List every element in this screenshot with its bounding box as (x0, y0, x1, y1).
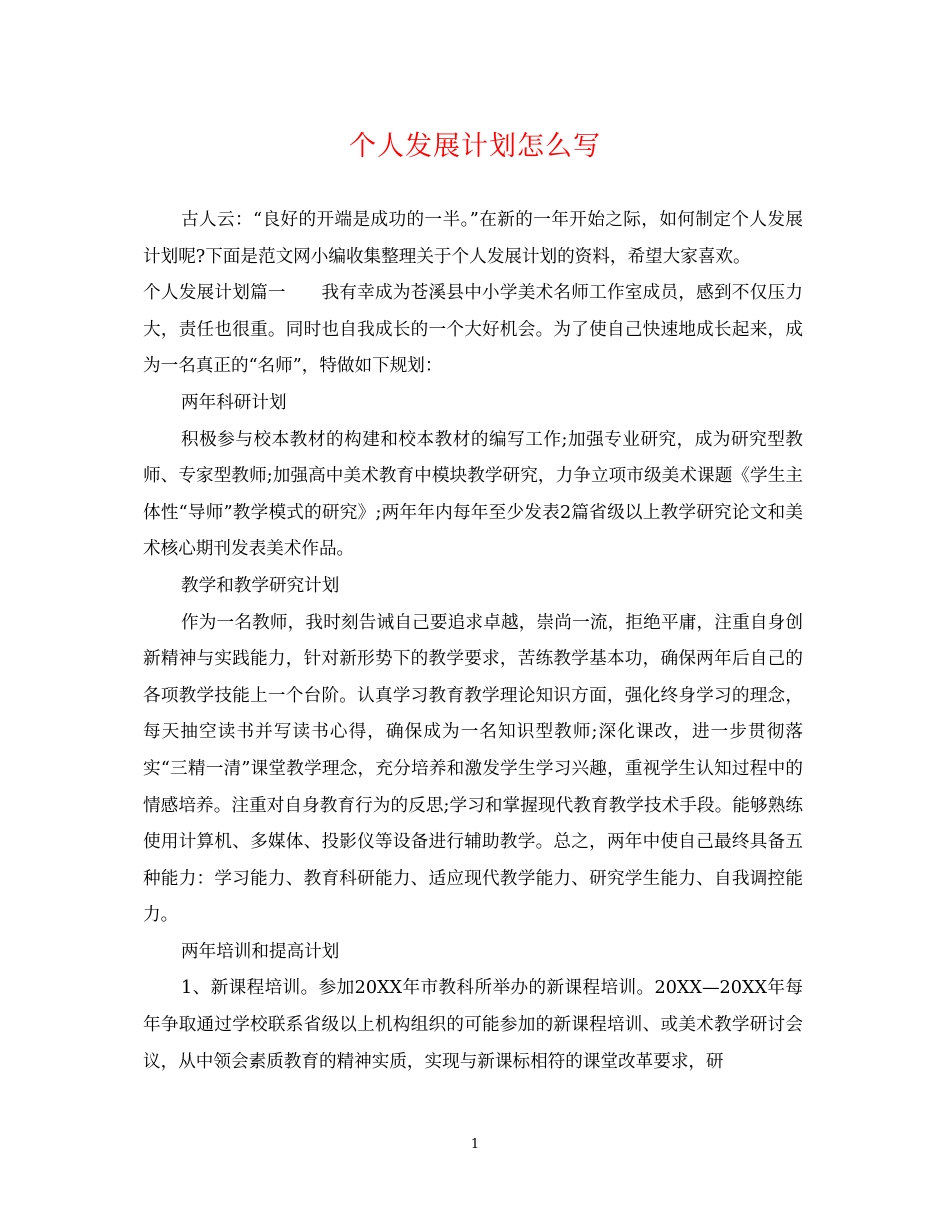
research-plan-paragraph: 积极参与校本教材的构建和校本教材的编写工作;加强专业研究，成为研究型教师、专家型教师;加强高中美术教育中模块教学研究，力争立项市级美术课题《学生主体性“导师”教学模式的研究》;两年年内每年至少发表2篇省级以上教学研究论文和美术核心期刊发表美术作品。 (143, 429, 803, 560)
document-title: 个人发展计划怎么写 (349, 131, 601, 162)
teaching-plan-paragraph: 作为一名教师，我时刻告诫自己要追求卓越，崇尚一流，拒绝平庸，注重自身创新精神与实践能力，针对新形势下的教学要求，苦练教学基本功，确保两年后自己的各项教学技能上一个台阶。认真学习教育教学理论知识方面，强化终身学习的理念，每天抽空读书并写读书心得，确保成为一名知识型教师;深化课改，进一步贯彻落实“三精一清”课堂教学理念，充分培养和激发学生学习兴趣，重视学生认知过程中的情感培养。注重对自身教育行为的反思;学习和掌握现代教育教学技术手段。能够熟练使用计算机、多媒体、投影仪等设备进行辅助教学。总之，两年中使自己最终具备五种能力：学习能力、教育科研能力、适应现代教学能力、研究学生能力、自我调控能力。 (143, 612, 803, 926)
document-body (143, 202, 803, 1080)
intro-paragraph: 古人云：“良好的开端是成功的一半。”在新的一年开始之际，如何制定个人发展计划呢?下面是范文网小编收集整理关于个人发展计划的资料，希望大家喜欢。 (143, 210, 803, 267)
heading-research-plan: 两年科研计划 (181, 392, 287, 413)
section-one-paragraph: 个人发展计划篇一 我有幸成为苍溪县中小学美术名师工作室成员，感到不仅压力大，责任也很重。同时也自我成长的一个大好机会。为了使自己快速地成长起来，成为一名真正的“名师”，特做如下规划： (143, 283, 803, 377)
page-number: 1 (470, 1137, 480, 1152)
training-plan-paragraph: 1、新课程培训。参加20XX年市教科所举办的新课程培训。20XX—20XX年每年争取通过学校联系省级以上机构组织的可能参加的新课程培训、或美术教学研讨会议，从中领会素质教育的精神实质，实现与新课标相符的课堂改革要求，研 (143, 978, 803, 1072)
heading-training-plan: 两年培训和提高计划 (181, 941, 340, 962)
heading-teaching-plan: 教学和教学研究计划 (181, 575, 340, 596)
